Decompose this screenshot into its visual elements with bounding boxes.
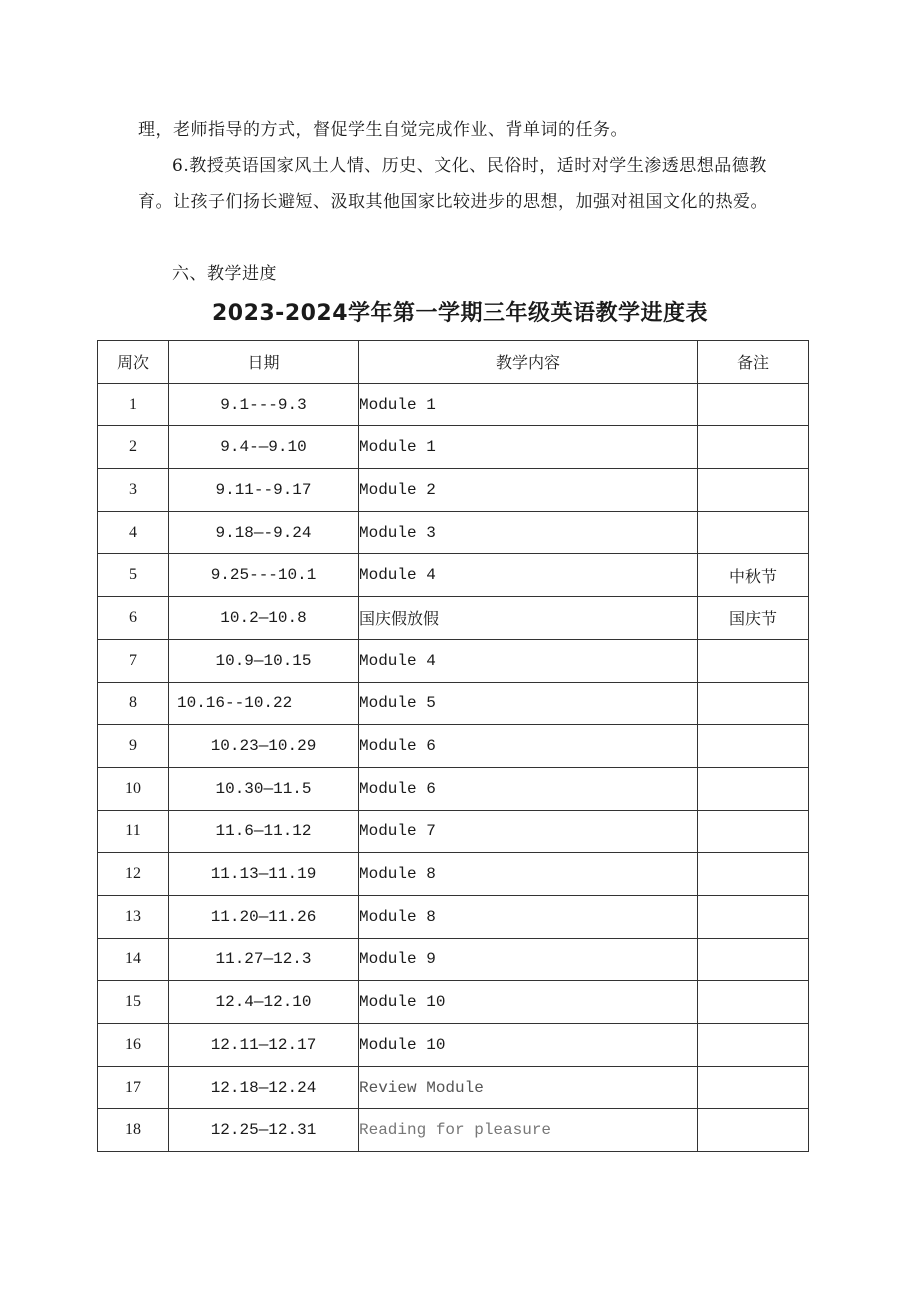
cell-week: 4 bbox=[98, 511, 169, 554]
table-row bbox=[98, 1109, 809, 1152]
cell-week: 8 bbox=[98, 682, 169, 725]
cell-date: 10.2—10.8 bbox=[169, 597, 359, 640]
cell-note bbox=[698, 426, 809, 469]
cell-content: Module 4 bbox=[359, 554, 698, 597]
paragraph-continuation: 理，老师指导的方式，督促学生自觉完成作业、背单词的任务。 bbox=[138, 120, 628, 140]
table-header-row bbox=[98, 341, 809, 384]
cell-week: 11 bbox=[98, 810, 169, 853]
cell-note bbox=[698, 469, 809, 512]
cell-content: Module 10 bbox=[359, 1024, 698, 1067]
table-row bbox=[98, 767, 809, 810]
cell-content: Module 7 bbox=[359, 810, 698, 853]
header-date: 日期 bbox=[169, 341, 359, 384]
cell-week: 12 bbox=[98, 853, 169, 896]
cell-date: 10.16--10.22 bbox=[169, 682, 359, 725]
cell-content: Module 6 bbox=[359, 725, 698, 768]
cell-date: 11.13—11.19 bbox=[169, 853, 359, 896]
cell-date: 12.4—12.10 bbox=[169, 981, 359, 1024]
cell-week: 3 bbox=[98, 469, 169, 512]
cell-content: Module 10 bbox=[359, 981, 698, 1024]
cell-content: Module 1 bbox=[359, 383, 698, 426]
cell-note bbox=[698, 1109, 809, 1152]
cell-content: Reading for pleasure bbox=[359, 1109, 698, 1152]
cell-note bbox=[698, 895, 809, 938]
table-row bbox=[98, 981, 809, 1024]
cell-date: 11.6—11.12 bbox=[169, 810, 359, 853]
header-content: 教学内容 bbox=[359, 341, 698, 384]
cell-date: 10.30—11.5 bbox=[169, 767, 359, 810]
cell-content: Module 4 bbox=[359, 639, 698, 682]
cell-content: Module 6 bbox=[359, 767, 698, 810]
table-row bbox=[98, 511, 809, 554]
cell-date: 9.25---10.1 bbox=[169, 554, 359, 597]
cell-content: Module 8 bbox=[359, 853, 698, 896]
cell-note bbox=[698, 810, 809, 853]
cell-content: 国庆假放假 bbox=[359, 597, 698, 640]
cell-week: 6 bbox=[98, 597, 169, 640]
table-title: 2023-2024学年第一学期三年级英语教学进度表 bbox=[211, 301, 709, 326]
table-row bbox=[98, 597, 809, 640]
cell-week: 15 bbox=[98, 981, 169, 1024]
cell-date: 10.23—10.29 bbox=[169, 725, 359, 768]
cell-note bbox=[698, 725, 809, 768]
cell-date: 9.1---9.3 bbox=[169, 383, 359, 426]
cell-week: 14 bbox=[98, 938, 169, 981]
cell-note bbox=[698, 639, 809, 682]
cell-week: 18 bbox=[98, 1109, 169, 1152]
cell-date: 9.18—-9.24 bbox=[169, 511, 359, 554]
cell-content: Module 5 bbox=[359, 682, 698, 725]
cell-week: 7 bbox=[98, 639, 169, 682]
table-row bbox=[98, 895, 809, 938]
cell-week: 1 bbox=[98, 383, 169, 426]
table-row bbox=[98, 639, 809, 682]
cell-note bbox=[698, 1066, 809, 1109]
cell-note: 中秋节 bbox=[698, 554, 809, 597]
cell-week: 5 bbox=[98, 554, 169, 597]
cell-note: 国庆节 bbox=[698, 597, 809, 640]
table-row bbox=[98, 853, 809, 896]
cell-week: 17 bbox=[98, 1066, 169, 1109]
table-row bbox=[98, 554, 809, 597]
cell-date: 9.4-—9.10 bbox=[169, 426, 359, 469]
cell-date: 10.9—10.15 bbox=[169, 639, 359, 682]
cell-note bbox=[698, 981, 809, 1024]
cell-content: Module 3 bbox=[359, 511, 698, 554]
table-row bbox=[98, 383, 809, 426]
cell-week: 9 bbox=[98, 725, 169, 768]
cell-date: 12.11—12.17 bbox=[169, 1024, 359, 1067]
cell-week: 13 bbox=[98, 895, 169, 938]
cell-content: Module 1 bbox=[359, 426, 698, 469]
table-row bbox=[98, 810, 809, 853]
cell-note bbox=[698, 682, 809, 725]
table-body bbox=[98, 383, 809, 1151]
cell-content: Review Module bbox=[359, 1066, 698, 1109]
cell-note bbox=[698, 511, 809, 554]
header-note: 备注 bbox=[698, 341, 809, 384]
table-row bbox=[98, 469, 809, 512]
cell-note bbox=[698, 767, 809, 810]
cell-content: Module 9 bbox=[359, 938, 698, 981]
cell-week: 2 bbox=[98, 426, 169, 469]
cell-note bbox=[698, 1024, 809, 1067]
schedule-table bbox=[97, 340, 809, 1152]
cell-content: Module 2 bbox=[359, 469, 698, 512]
table-row bbox=[98, 426, 809, 469]
cell-content: Module 8 bbox=[359, 895, 698, 938]
table-row bbox=[98, 1024, 809, 1067]
section-heading: 六、教学进度 bbox=[172, 264, 277, 284]
cell-week: 16 bbox=[98, 1024, 169, 1067]
cell-note bbox=[698, 853, 809, 896]
cell-date: 9.11--9.17 bbox=[169, 469, 359, 512]
cell-date: 12.25—12.31 bbox=[169, 1109, 359, 1152]
cell-date: 11.20—11.26 bbox=[169, 895, 359, 938]
cell-week: 10 bbox=[98, 767, 169, 810]
cell-date: 12.18—12.24 bbox=[169, 1066, 359, 1109]
cell-note bbox=[698, 938, 809, 981]
cell-date: 11.27—12.3 bbox=[169, 938, 359, 981]
header-week: 周次 bbox=[98, 341, 169, 384]
table-row bbox=[98, 682, 809, 725]
table-row bbox=[98, 938, 809, 981]
cell-note bbox=[698, 383, 809, 426]
table-row bbox=[98, 1066, 809, 1109]
paragraph-item-6: 6.教授英语国家风土人情、历史、文化、民俗时，适时对学生渗透思想品德教育。让孩子们扬长避短、汲取其他国家比较进步的思想，加强对祖国文化的热爱。 bbox=[138, 156, 768, 212]
table-row bbox=[98, 725, 809, 768]
